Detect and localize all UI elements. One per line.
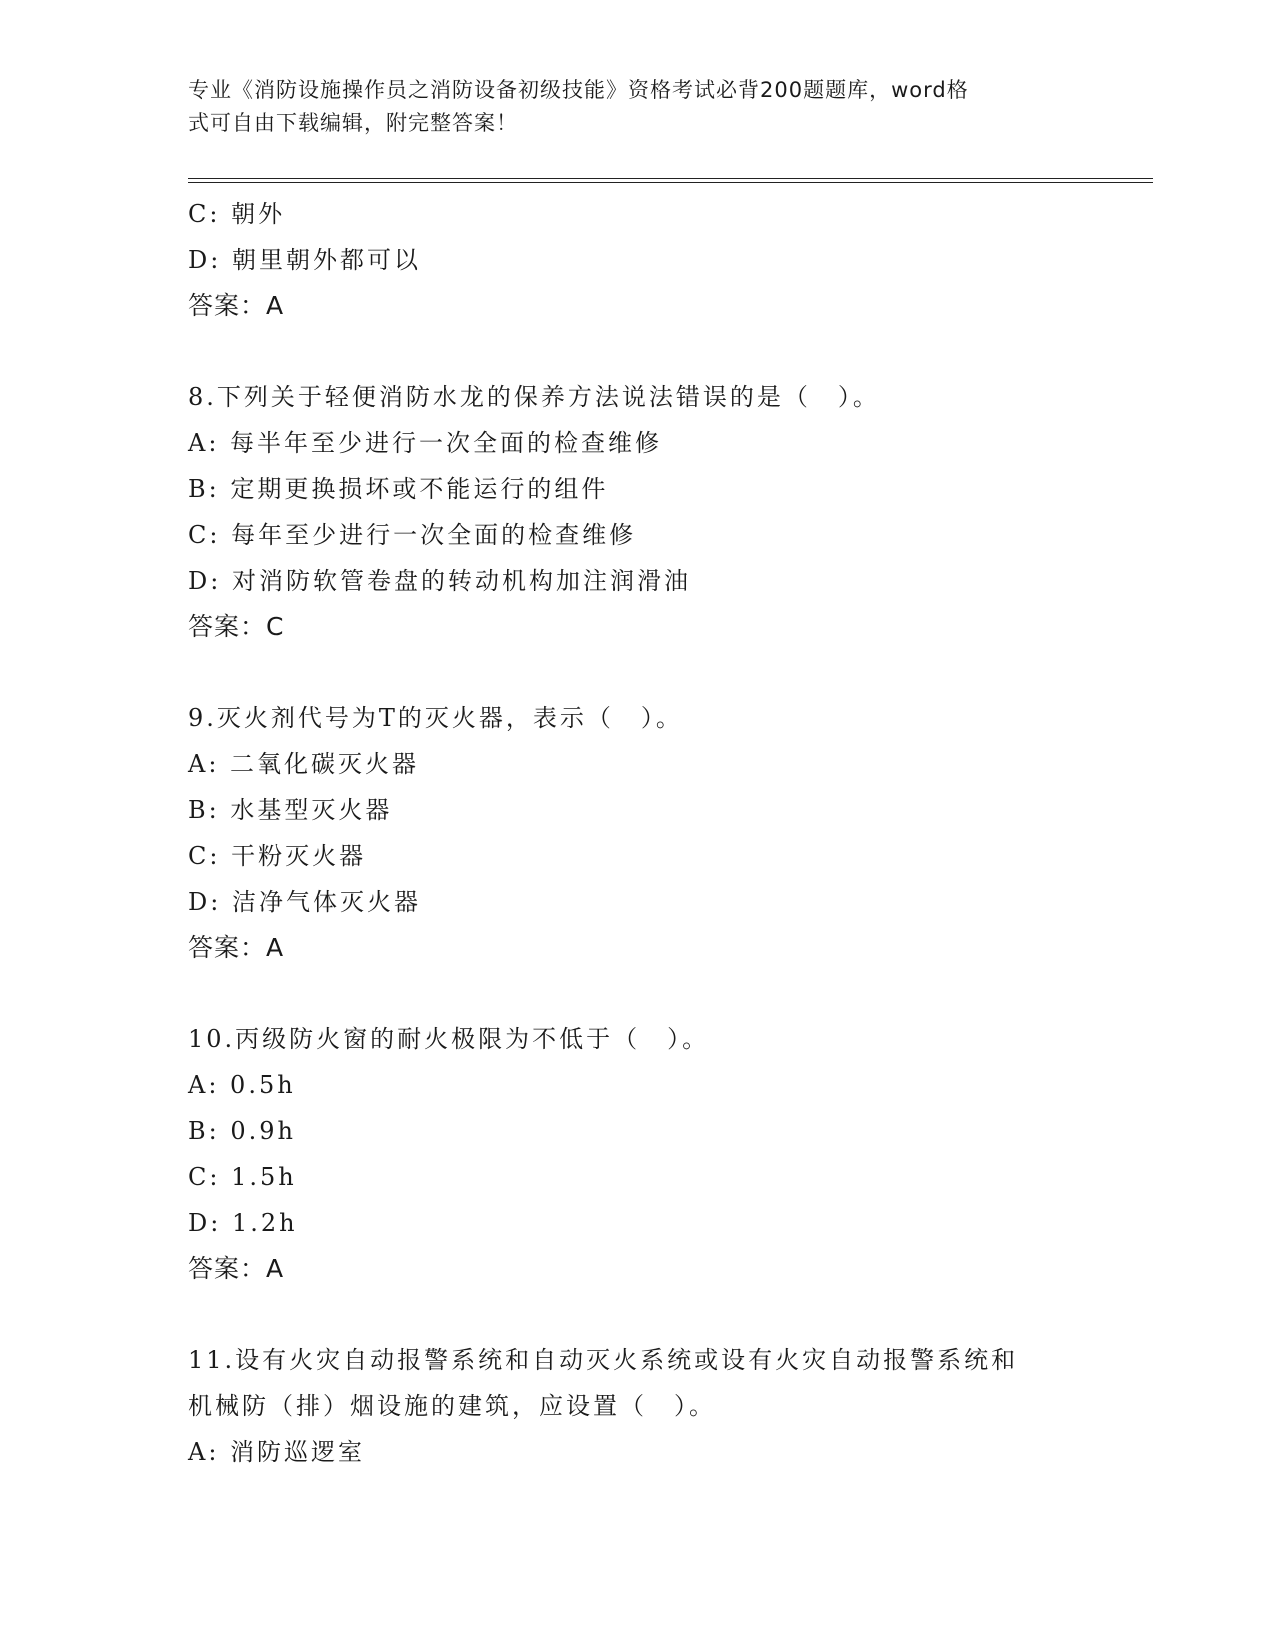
q7-option-d: D: 朝里朝外都可以 xyxy=(188,246,421,274)
spacer xyxy=(188,650,1148,695)
header-divider-bottom xyxy=(188,182,1153,183)
header-divider-top xyxy=(188,178,1153,179)
q8-option-b: B: 定期更换损坏或不能运行的组件 xyxy=(188,475,609,503)
q9-option-c: C: 干粉灭火器 xyxy=(188,842,367,870)
q8-option-d: D: 对消防软管卷盘的转动机构加注润滑油 xyxy=(188,567,691,595)
q9-answer: 答案：A xyxy=(188,933,285,962)
q10-option-c: C: 1.5h xyxy=(188,1163,297,1191)
question-7 xyxy=(188,191,1148,329)
spacer xyxy=(188,1292,1148,1337)
q10-option-b: B: 0.9h xyxy=(188,1117,296,1145)
document-header xyxy=(188,74,1068,140)
q10-option-d: D: 1.2h xyxy=(188,1209,298,1237)
q8-option-a: A: 每半年至少进行一次全面的检查维修 xyxy=(188,429,663,457)
q8-option-c: C: 每年至少进行一次全面的检查维修 xyxy=(188,521,637,549)
question-9 xyxy=(188,695,1148,971)
question-list xyxy=(188,191,1148,1475)
q10-stem: 10.丙级防火窗的耐火极限为不低于（ ）。 xyxy=(188,1025,710,1053)
q8-stem: 8.下列关于轻便消防水龙的保养方法说法错误的是（ ）。 xyxy=(188,383,880,411)
q9-option-d: D: 洁净气体灭火器 xyxy=(188,888,421,916)
header-line-2: 式可自由下载编辑，附完整答案！ xyxy=(188,111,518,135)
q8-answer: 答案：C xyxy=(188,612,285,641)
q7-option-c: C: 朝外 xyxy=(188,200,286,228)
q9-option-b: B: 水基型灭火器 xyxy=(188,796,393,824)
q9-stem: 9.灭火剂代号为T的灭火器，表示（ ）。 xyxy=(188,704,683,732)
spacer xyxy=(188,971,1148,1016)
q11-stem-line-2: 机械防（排）烟设施的建筑，应设置（ ）。 xyxy=(188,1392,716,1420)
header-line-1: 专业《消防设施操作员之消防设备初级技能》资格考试必背200题题库，word格 xyxy=(188,78,969,102)
q10-option-a: A: 0.5h xyxy=(188,1071,296,1099)
spacer xyxy=(188,329,1148,374)
q7-answer: 答案：A xyxy=(188,291,285,320)
question-8 xyxy=(188,374,1148,650)
question-11 xyxy=(188,1337,1148,1475)
q11-option-a: A: 消防巡逻室 xyxy=(188,1438,366,1466)
q9-option-a: A: 二氧化碳灭火器 xyxy=(188,750,420,778)
question-10 xyxy=(188,1016,1148,1292)
q11-stem-line-1: 11.设有火灾自动报警系统和自动灭火系统或设有火灾自动报警系统和 xyxy=(188,1346,1019,1374)
q10-answer: 答案：A xyxy=(188,1254,285,1283)
